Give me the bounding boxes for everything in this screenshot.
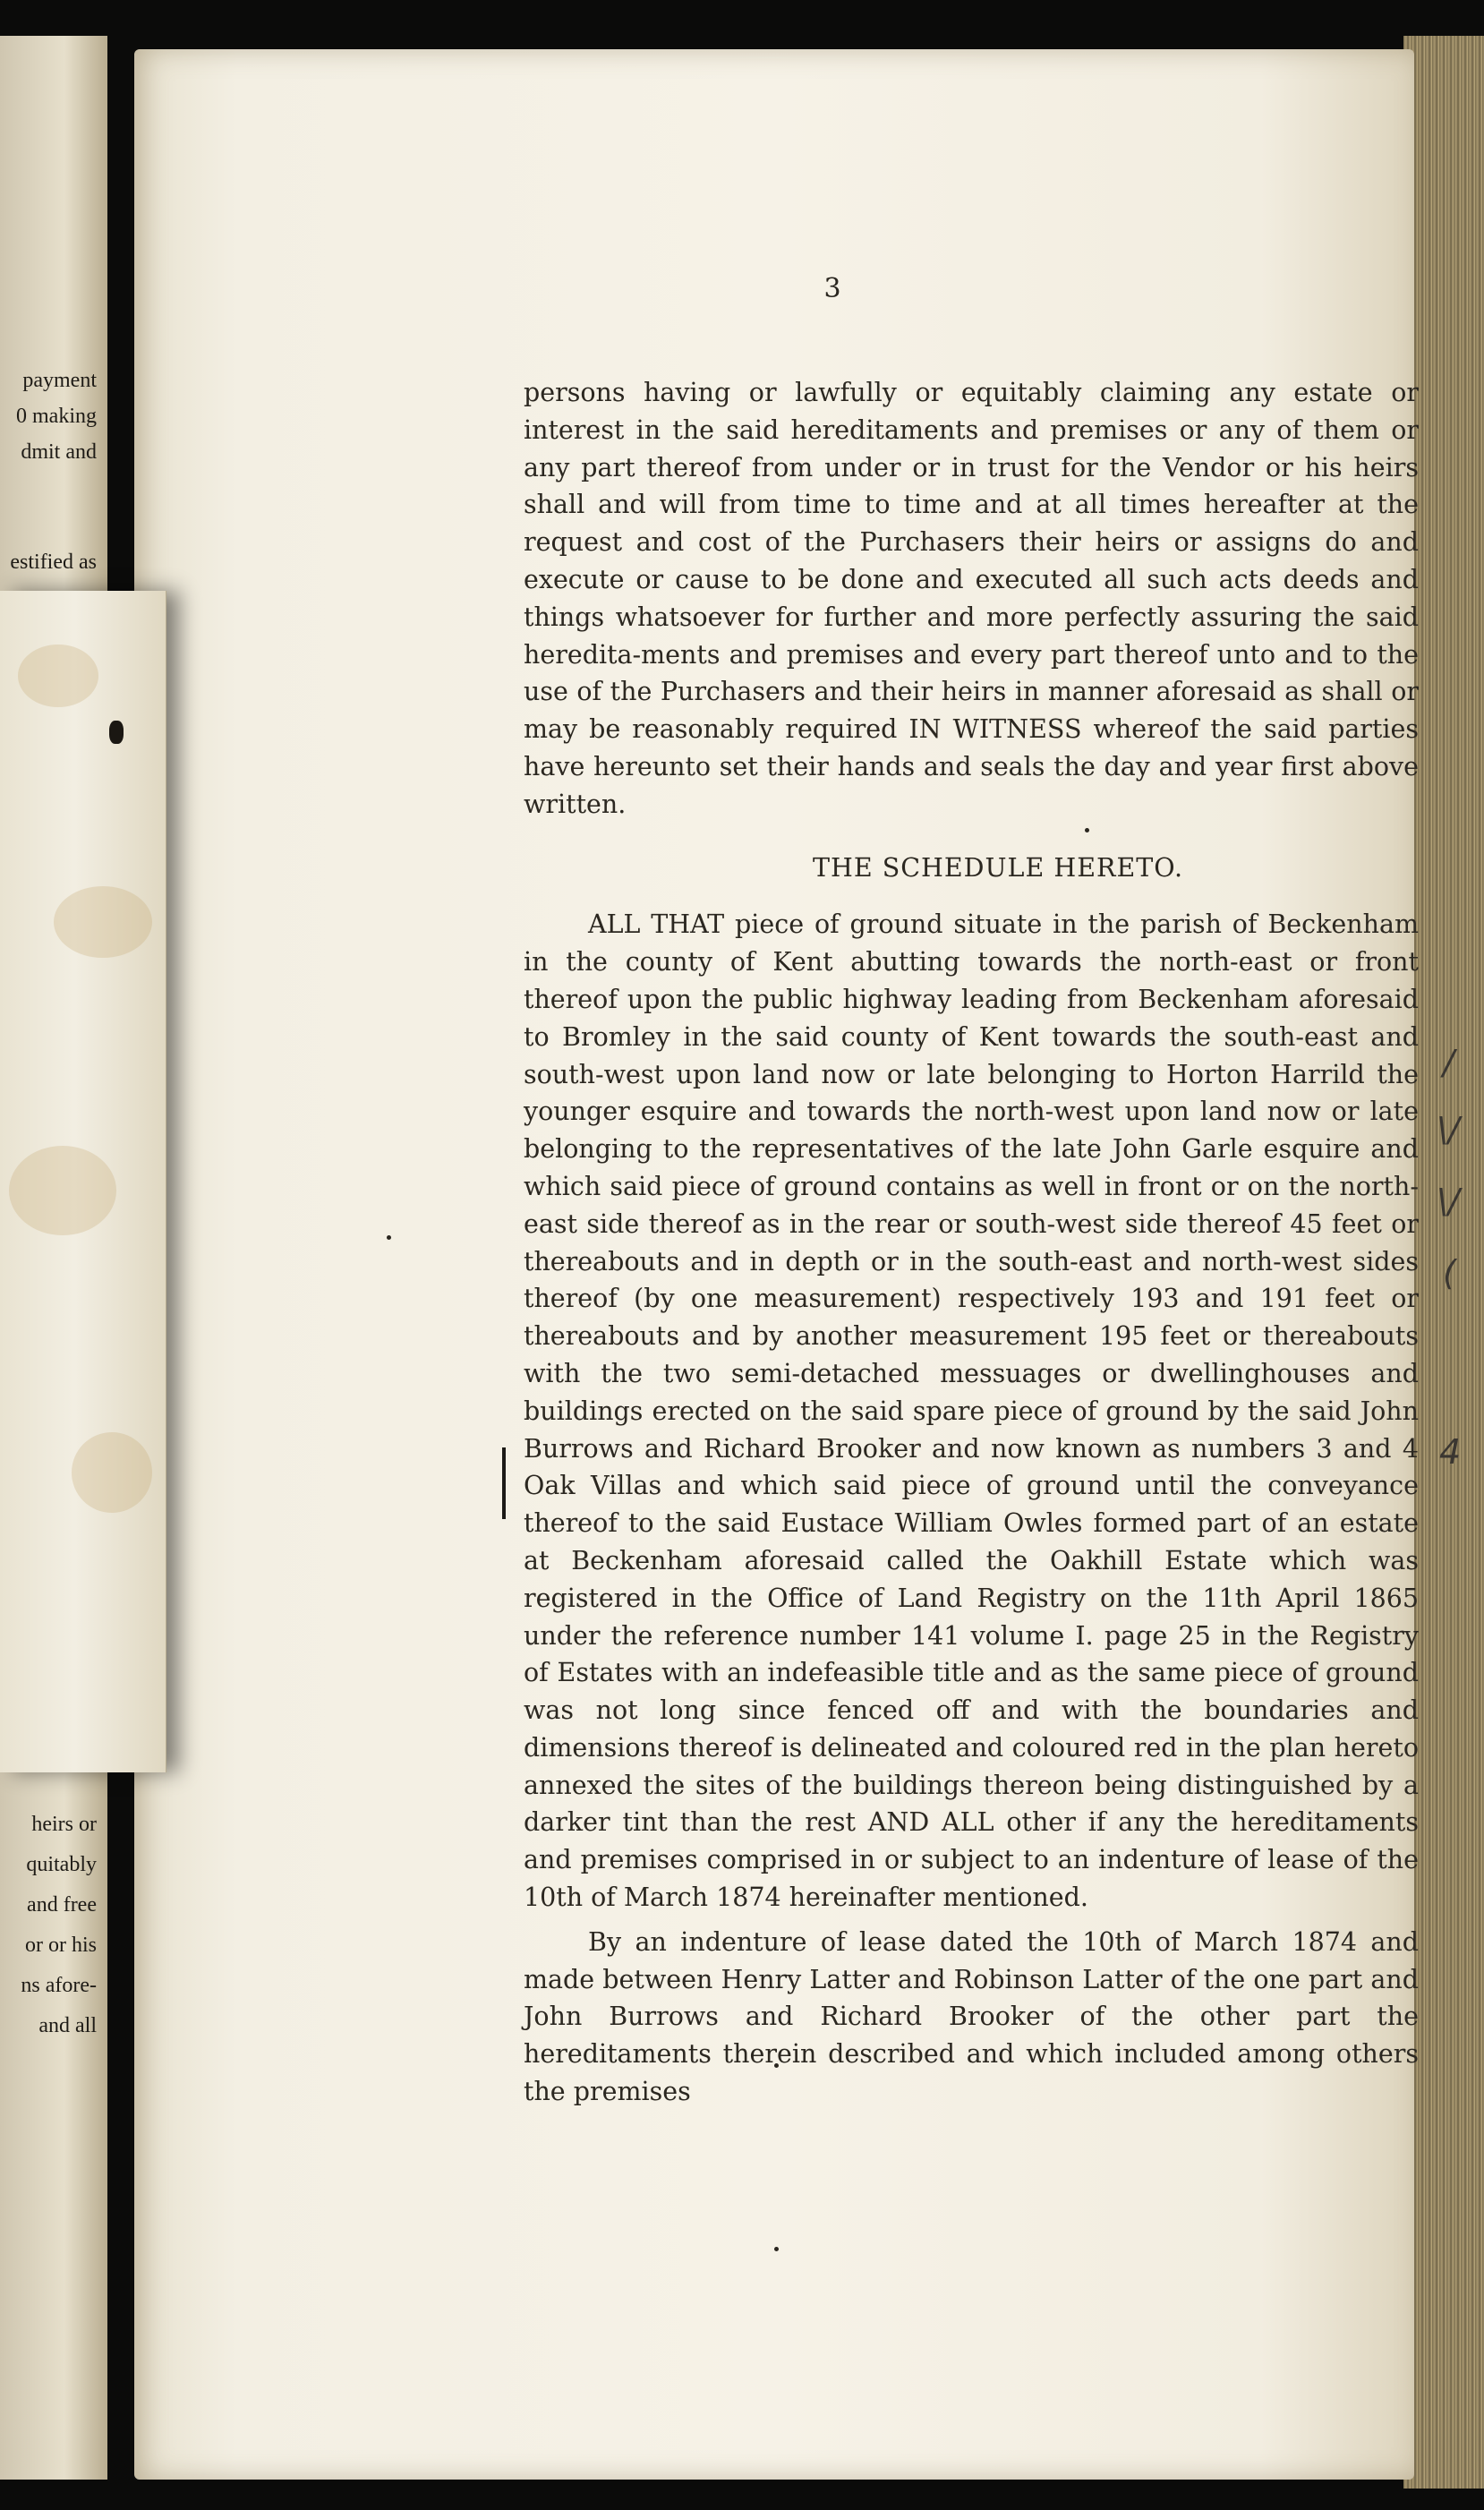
left-page-text: estified as bbox=[10, 551, 97, 574]
page-number: 3 bbox=[823, 273, 841, 304]
pencil-mark: ( bbox=[1443, 1253, 1456, 1293]
paragraph-1: persons having or lawfully or equitably claiming any estate or interest in the said hereditaments and premises or any of them or any part thereof from under or in trust for the Vendor or his heirs shall and will from time to time and at all times hereafter at the request and cost of the Purchasers their heirs or assigns do and execute or cause to be done and executed all such acts deeds and things whatsoever for further and more perfectly assuring the said heredita-ments and premises and every part thereof unto and to the use of the Purchasers and their heirs in manner aforesaid as shall or may be reasonably required IN WITNESS whereof the said parties have hereunto set their hands and seals the day and year first above written. bbox=[524, 378, 1419, 819]
paragraph-3: By an indenture of lease dated the 10th of March 1874 and made between Henry Latter and Robinson Latter of the one part and John Burrows and Richard Brooker of the other part the hereditaments therein described and which included among others the premises bbox=[524, 1926, 1419, 2107]
pencil-mark: \/ bbox=[1437, 1182, 1460, 1221]
left-page-text: payment bbox=[22, 369, 97, 392]
left-page-text: and all bbox=[38, 2014, 97, 2037]
pencil-mark: 4 bbox=[1439, 1432, 1462, 1472]
left-page-text: heirs or bbox=[31, 1813, 97, 1836]
paragraph-2: ALL THAT piece of ground situate in the parish of Beckenham in the county of Kent abutting towards the north-east or front thereof upon the public highway leading from Beckenham aforesaid to Bromley in the said county of Kent towards the south-east and south-west upon land now or late belonging to Horton Harrild the younger esquire and towards the north-west upon land now or late belonging to the representatives of the late John Garle esquire and which said piece of ground contains as well in front or on the north-east side thereof as in the rear or south-west side thereof 45 feet or thereabouts and in depth or in the south-east and north-west sides thereof (by one measurement) respectively 193 and 191 feet or thereabouts and by another measurement 195 feet or thereabouts with the two semi-detached messuages or dwellinghouses and buildings erected on the said spare piece of ground by the said John Burrows and Richard Brooker and now known as numbers 3 and 4 Oak Villas and which said piece of ground until the conveyance thereof to the said Eustace William Owles formed part of an estate at Beckenham aforesaid called the Oakhill Estate which was registered in the Office of Land Registry on the 11th April 1865 under the reference number 141 volume I. page 25 in the Registry of Estates with an indefeasible title and as the same piece of ground was not long since fenced off and with the boundaries and dimensions thereof is delineated and coloured red in the plan hereto annexed the sites of the buildings thereon being distinguished by a darker tint than the rest AND ALL other if any the hereditaments and premises comprised in or subject to an indenture of lease of the 10th of March 1874 hereinafter mentioned. bbox=[524, 909, 1419, 1913]
left-page-text: or or his bbox=[25, 1934, 97, 1957]
left-page-text: 0 making bbox=[16, 405, 97, 428]
stain bbox=[72, 1432, 152, 1513]
pencil-mark: \/ bbox=[1437, 1110, 1460, 1149]
ink-dot bbox=[387, 1235, 391, 1240]
stain bbox=[9, 1146, 116, 1235]
pencil-mark: / bbox=[1443, 1043, 1454, 1082]
schedule-heading: THE SCHEDULE HERETO. bbox=[812, 852, 1184, 883]
stain bbox=[18, 645, 98, 707]
stain bbox=[54, 886, 152, 958]
left-page-text: quitably bbox=[26, 1853, 97, 1876]
ink-dot bbox=[774, 2247, 779, 2251]
paper-tab bbox=[0, 591, 166, 1772]
binding-hole bbox=[109, 721, 124, 744]
left-page-text: and free bbox=[27, 1893, 97, 1917]
margin-mark bbox=[502, 1447, 506, 1519]
document-page bbox=[134, 49, 1419, 2480]
body-text bbox=[524, 374, 1419, 2111]
left-page-text: ns afore- bbox=[21, 1974, 97, 1997]
left-page-text: dmit and bbox=[21, 440, 97, 464]
